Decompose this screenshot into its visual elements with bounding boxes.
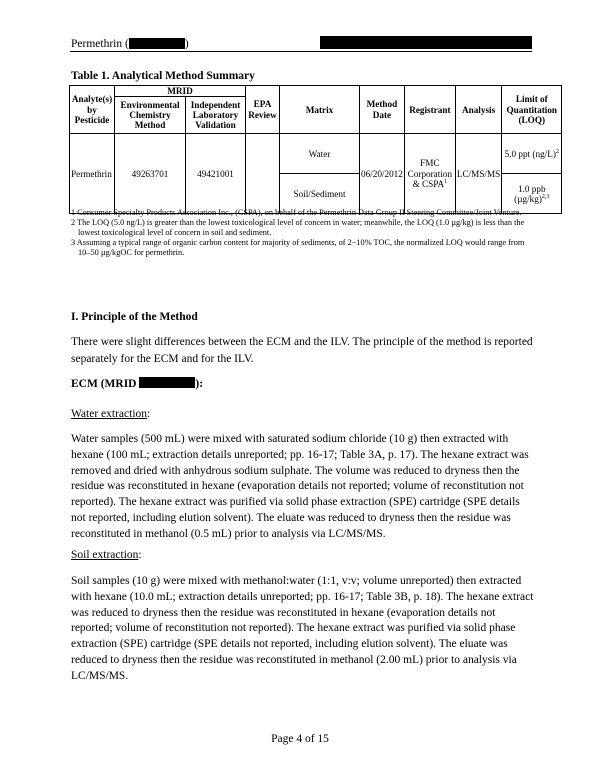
analytical-method-table: [69, 85, 562, 214]
ecm-heading-suffix: ):: [195, 378, 204, 390]
cell-method-date: 06/20/2012: [360, 134, 405, 214]
cell-matrix-soil: Soil/Sediment: [280, 174, 360, 214]
cell-analyte: Permethrin: [70, 134, 115, 214]
soil-extraction-heading: [71, 549, 142, 561]
header-redaction: [129, 38, 185, 49]
soil-heading-colon: :: [138, 549, 142, 561]
cell-matrix-water: Water: [280, 134, 360, 174]
header-pesticide-close: ): [184, 38, 189, 50]
water-extraction-heading: [71, 408, 150, 420]
soil-extraction-text: Soil samples (10 g) were mixed with methanol:water (1:1, v:v; volume unreported) then extracted with hexane (10.0 mL; extraction details unreported; pp. 16-17; Table 3B, p. 18). The hexane extract was reduced to dryness then the residue was reconstituted in hexane (evaporation details not reported; volume of reconstitution not reported). The hexane extract was purified via solid phase extraction (SPE) cartridge (SPE details not reported, including elution solvent). The eluate was reduced to dryness then the residue was reconstituted in methanol (2.00 mL) prior to analysis via LC/MS/MS.: [71, 575, 534, 682]
header-pesticide-label: Permethrin (: [71, 38, 129, 50]
water-heading-colon: :: [147, 408, 151, 420]
footnote-3: 3 Assuming a typical range of organic carbon content for majority of sediments, of 2−10% TOC, the normalized LOQ would range from 10–50 µg/kgOC for permethrin.: [71, 237, 525, 257]
registrant-text: FMC Corporation & CSPA: [407, 158, 453, 189]
col-matrix-header: Matrix: [280, 86, 360, 134]
ecm-heading-prefix: ECM (MRID: [71, 378, 140, 390]
cell-epa-review: [246, 134, 280, 214]
cell-analysis: LC/MS/MS: [455, 134, 501, 214]
col-analyte-header: Analyte(s) by Pesticide: [70, 86, 115, 134]
loq-water-text: 5.0 ppt (ng/L): [504, 148, 556, 159]
cell-ecm-mrid: 49263701: [115, 134, 186, 214]
soil-heading-text: Soil extraction: [71, 549, 139, 561]
col-ecm-header: Environmental Chemistry Method: [115, 97, 186, 134]
loq-soil-sup: 2,3: [541, 193, 550, 200]
cell-ilv-mrid: 49421001: [186, 134, 246, 214]
footnote-1: 1 Consumer Specialty Products Association Inc., (CSPA), on behalf of the Permethrin Data Group II Steering Committee/Joint Venture.: [71, 208, 522, 217]
cell-loq-water: [502, 134, 562, 174]
page-number: Page 4 of 15: [271, 733, 329, 745]
section-intro: There were slight differences between the ECM and the ILV. The principle of the method is reported separately for the ECM and for the ILV.: [71, 336, 533, 365]
col-mrid-header: MRID: [115, 86, 246, 97]
footnote-2: 2 The LOQ (5.0 ng/L) is greater than the lowest toxicological level of concern in water; meanwhile, the LOQ (1.0 µg/kg) is less than the lowest toxicological level of concern in soil and sediment.: [71, 217, 525, 237]
cell-registrant: [404, 134, 455, 214]
registrant-sup: 1: [444, 178, 448, 185]
table-footnotes: [71, 208, 533, 258]
section-heading: I. Principle of the Method: [71, 311, 198, 323]
col-analysis-header: Analysis: [455, 86, 501, 134]
ecm-heading: [71, 377, 203, 390]
header-right-redaction: [320, 36, 532, 49]
page-header: [71, 38, 189, 50]
col-epa-header: EPA Review: [246, 86, 280, 134]
col-method-date-header: Method Date: [360, 86, 405, 134]
water-heading-text: Water extraction: [71, 408, 148, 420]
loq-soil-text: 1.0 ppb (µg/kg): [514, 183, 546, 204]
col-registrant-header: Registrant: [404, 86, 455, 134]
header-rule: [70, 51, 532, 52]
col-ilv-header: Independent Laboratory Validation: [186, 97, 246, 134]
table-title: Table 1. Analytical Method Summary: [71, 70, 255, 82]
water-extraction-text: Water samples (500 mL) were mixed with saturated sodium chloride (10 g) then extracted with hexane (100 mL; extraction details unreported; pp. 16-17; Table 3A, p. 17). The hexane extract was removed and dried with anhydrous sodium sulphate. The volume was reduced to dryness then the residue was reconstituted in hexane (evaporation details not reported; volume of reconstitution not reported). The hexane extract was purified via solid phase extraction (SPE) cartridge (SPE details not reported, including elution solvent). The eluate was reduced to dryness then the residue was reconstituted in methanol (0.5 mL) prior to analysis via LC/MS/MS.: [71, 433, 529, 540]
loq-water-sup: 2: [555, 148, 559, 155]
col-loq-header: Limit of Quantitation (LOQ): [502, 86, 562, 134]
ecm-mrid-redaction: [139, 377, 195, 388]
